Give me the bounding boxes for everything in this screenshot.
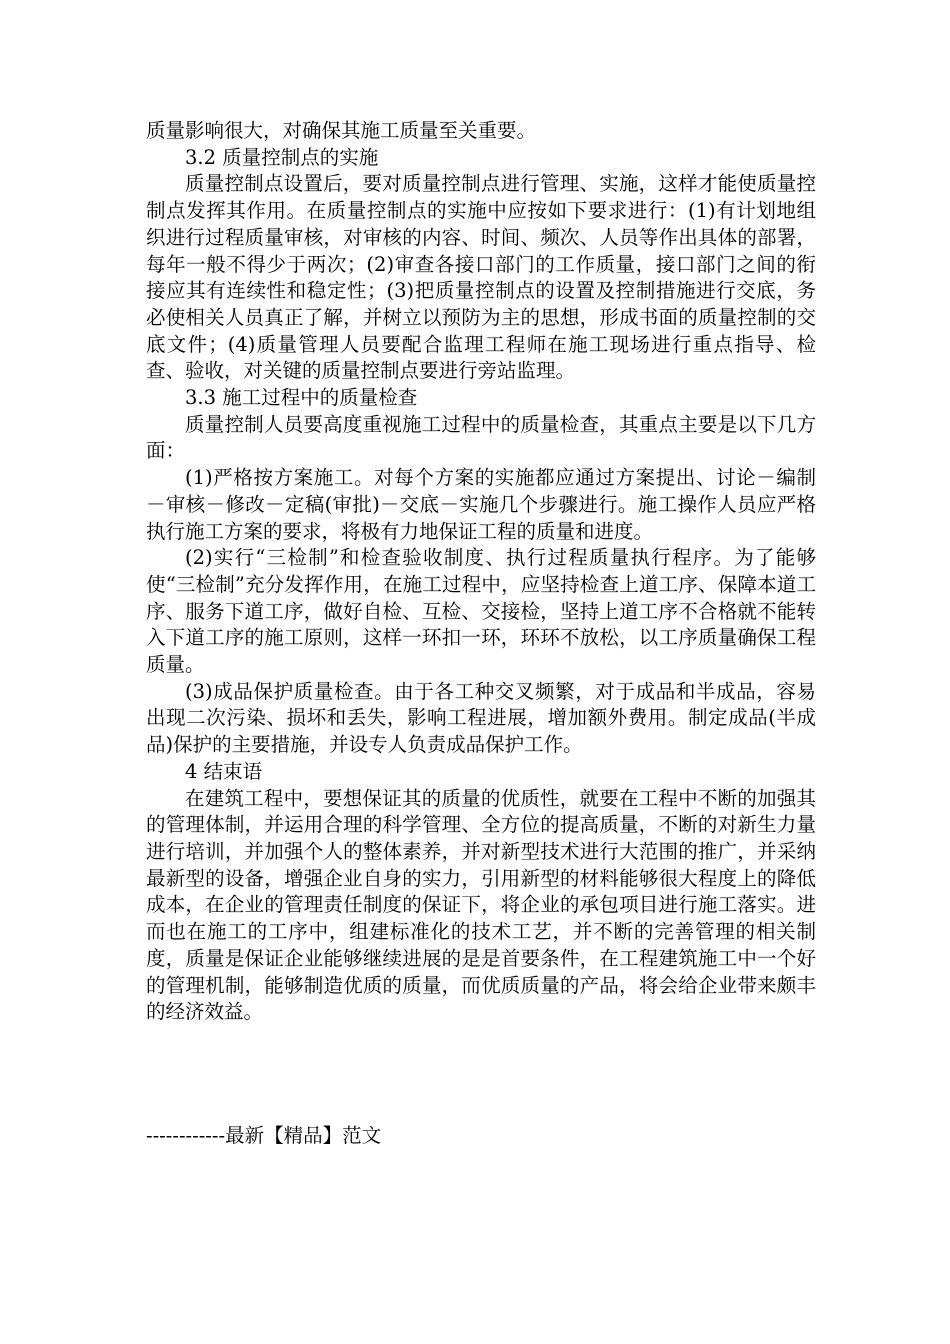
section-heading-3-2: 3.2 质量控制点的实施 [185,145,379,169]
section-heading-4: 4 结束语 [185,759,263,783]
list-item: (2)实行“三检制”和检查验收制度、执行过程质量执行程序。为了能够使“三检制”充分发挥作用，在施工过程中，应坚持检查上道工序、保障本道工序、服务下道工序，做好自检、互检、交接检，坚持上道工序不合格就不能转入下道工序的施工原则，这样一环扣一环，环环不放松，以工序质量确保工程质量。 [146,546,816,677]
section-paragraph-3-2: 质量控制点设置后，要对质量控制点进行管理、实施，这样才能使质量控制点发挥其作用。在质量控制点的实施中应按如下要求进行：(1)有计划地组织进行过程质量审核，对审核的内容、时间、频次、人员等作出具体的部署，每年一般不得少于两次；(2)审查各接口部门的工作质量，接口部门之间的衔接应其有连续性和稳定性；(3)把质量控制点的设置及控制措施进行交底，务必使相关人员真正了解，并树立以预防为主的思想，形成书面的质量控制的交底文件；(4)质量管理人员要配合监理工程师在施工现场进行重点指导、检查、验收，对关键的质量控制点要进行旁站监理。 [146,172,816,383]
footer-note: ------------最新【精品】范文 [146,1124,382,1147]
document-body [146,118,816,1026]
list-item: (1)严格按方案施工。对每个方案的实施都应通过方案提出、讨论－编制－审核－修改－定稿(审批)－交底－实施几个步骤进行。施工操作人员应严格执行施工方案的要求，将极有力地保证工程的质量和进度。 [146,466,816,543]
section-intro-3-3: 质量控制人员要高度重视施工过程中的质量检查，其重点主要是以下几方面： [146,412,816,463]
section-heading-3-3: 3.3 施工过程中的质量检查 [185,386,418,410]
intro-line: 质量影响很大，对确保其施工质量至关重要。 [146,119,537,142]
section-paragraph-4: 在建筑工程中，要想保证其的质量的优质性，就要在工程中不断的加强其的管理体制，并运用合理的科学管理、全方位的提高质量，不断的对新生力量进行培训，并加强个人的整体素养，并对新型技术进行大范围的推广，并采纳最新型的设备，增强企业自身的实力，引用新型的材料能够很大程度上的降低成本，在企业的管理责任制度的保证下，将企业的承包项目进行施工落实。进而也在施工的工序中，组建标准化的技术工艺，并不断的完善管理的相关制度，质量是保证企业能够继续进展的是是首要条件，在工程建筑施工中一个好的管理机制，能够制造优质的质量，而优质质量的产品，将会给企业带来颇丰的经济效益。 [146,786,816,1024]
list-item: (3)成品保护质量检查。由于各工种交叉频繁，对于成品和半成品，容易出现二次污染、损坏和丢失，影响工程进展，增加额外费用。制定成品(半成品)保护的主要措施，并设专人负责成品保护工作。 [146,679,816,757]
